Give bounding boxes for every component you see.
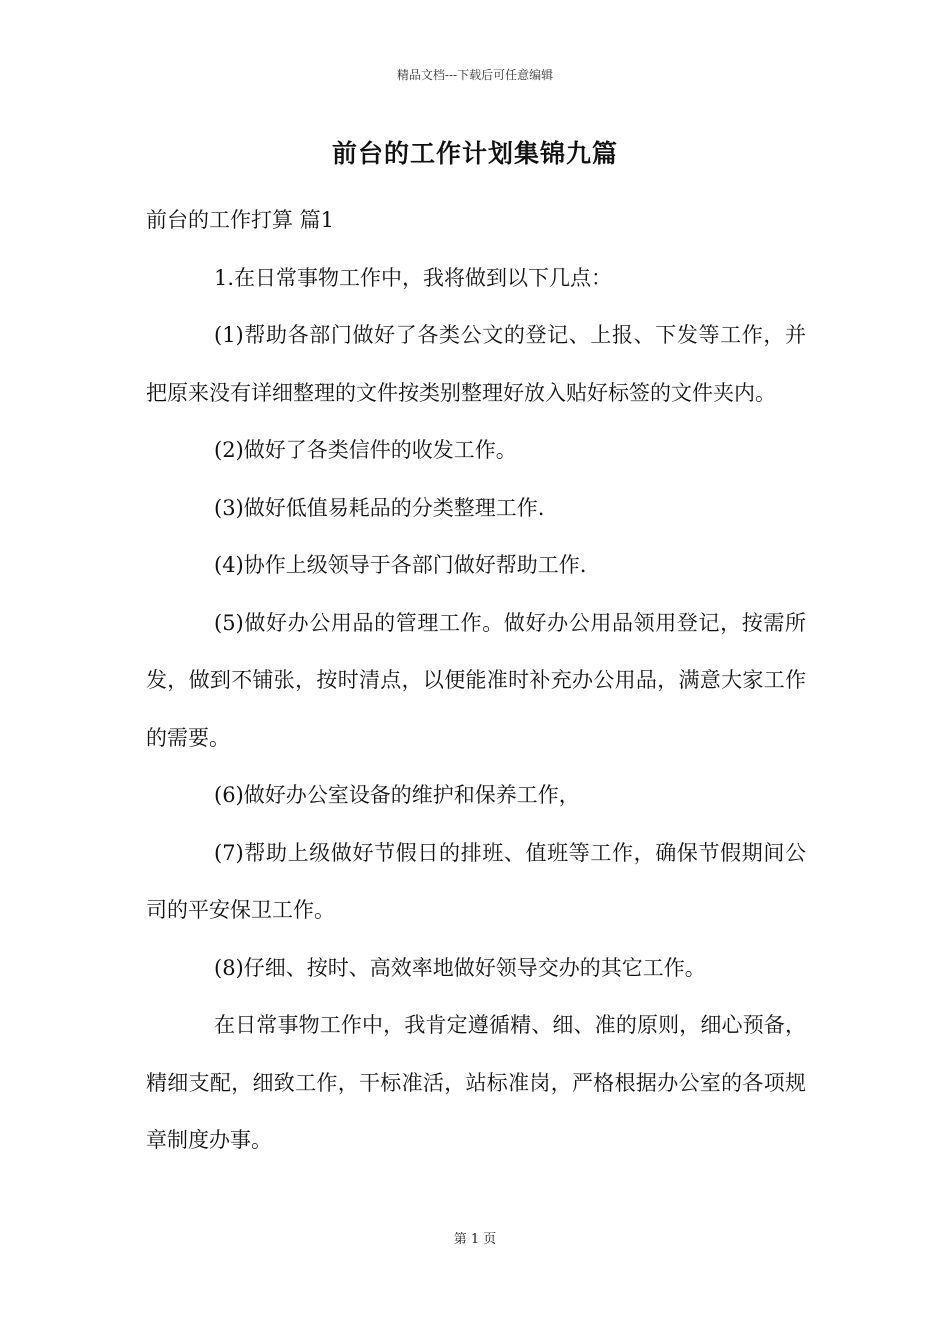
paragraph: 1.在日常事物工作中，我将做到以下几点：: [214, 265, 613, 290]
header-note: 精品文档---下载后可任意编辑: [396, 68, 554, 82]
document-body: [146, 192, 806, 1170]
document-title: 前台的工作计划集锦九篇: [331, 139, 618, 168]
paragraph: (3)做好低值易耗品的分类整理工作.: [214, 495, 545, 520]
paragraph: (8)仔细、按时、高效率地做好领导交办的其它工作。: [214, 955, 706, 980]
paragraph: (2)做好了各类信件的收发工作。: [214, 438, 517, 462]
page-number: 第 1 页: [453, 1232, 497, 1247]
section-heading: 前台的工作打算 篇1: [146, 208, 335, 232]
paragraph: 在日常事物工作中，我肯定遵循精、细、准的原则，细心预备，精细支配，细致工作，干标准活，站标准岗，严格根据办公室的各项规章制度办事。: [146, 1013, 806, 1152]
paragraph: (6)做好办公室设备的维护和保养工作，: [214, 783, 580, 807]
paragraph: (4)协作上级领导于各部门做好帮助工作.: [214, 553, 587, 577]
paragraph: (1)帮助各部门做好了各类公文的登记、上报、下发等工作，并把原来没有详细整理的文件按类别整理好放入贴好标签的文件夹内。: [146, 323, 806, 405]
paragraph: (5)做好办公用品的管理工作。做好办公用品领用登记，按需所发，做到不铺张，按时清点，以便能准时补充办公用品，满意大家工作的需要。: [146, 610, 806, 750]
paragraph: (7)帮助上级做好节假日的排班、值班等工作，确保节假期间公司的平安保卫工作。: [146, 840, 806, 922]
